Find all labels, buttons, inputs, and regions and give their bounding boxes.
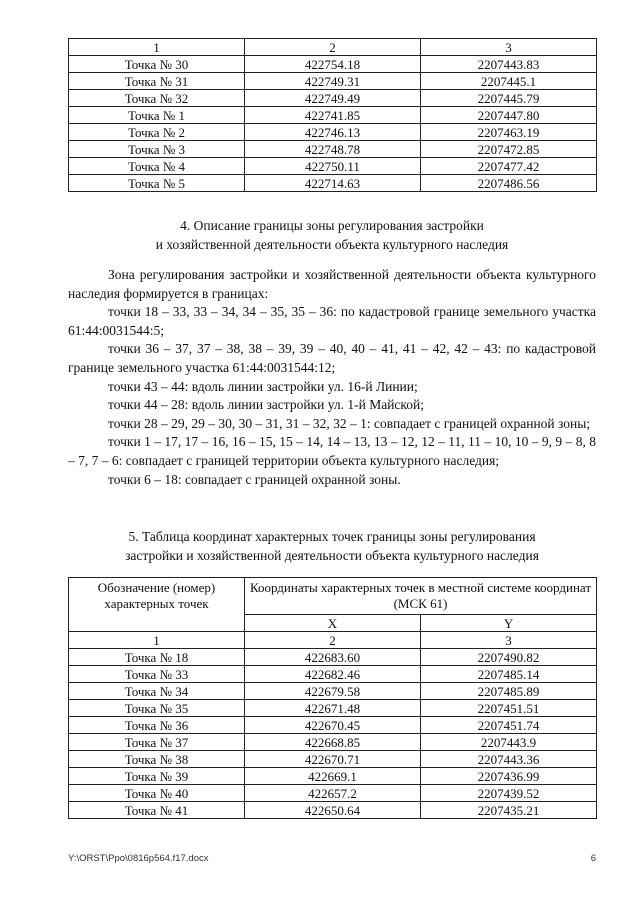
cell-point-name: Точка № 36 [69, 717, 245, 734]
cell-y-coordinate: 2207445.1 [421, 73, 597, 90]
cell-y-coordinate: 2207436.99 [421, 768, 597, 785]
table-row [69, 56, 597, 73]
cell-point-name: Точка № 34 [69, 683, 245, 700]
boundary-paragraph: точки 1 – 17, 17 – 16, 16 – 15, 15 – 14, 14 – 13, 13 – 12, 12 – 11, 11 – 10, 10 – 9, 9 – 8, 8 – 7, 7 – 6: совпадает с границей территории объекта культурного наследия; [68, 434, 596, 468]
table-row [69, 107, 597, 124]
column-header-point-designation: Обозначение (номер) характерных точек [69, 578, 245, 632]
cell-y-coordinate: 2207451.74 [421, 717, 597, 734]
cell-point-name: Точка № 5 [69, 175, 245, 192]
cell-y-coordinate: 2207485.14 [421, 666, 597, 683]
cell-point-name: Точка № 41 [69, 802, 245, 819]
section-5-heading-line-2: застройки и хозяйственной деятельности объекта культурного наследия [125, 548, 539, 563]
cell-point-name: Точка № 4 [69, 158, 245, 175]
cell-point-name: Точка № 38 [69, 751, 245, 768]
coordinates-table-continued-body [69, 39, 597, 192]
cell-y-coordinate: 2207439.52 [421, 785, 597, 802]
cell-x-coordinate: 422749.31 [245, 73, 421, 90]
cell-x-coordinate: 422750.11 [245, 158, 421, 175]
boundary-paragraph: точки 36 – 37, 37 – 38, 38 – 39, 39 – 40, 40 – 41, 41 – 42, 42 – 43: по кадастровой границе земельного участка 61:44:0031544:12; [68, 341, 596, 375]
cell-x-coordinate: 422749.49 [245, 90, 421, 107]
cell-point-name: 1 [69, 632, 245, 649]
cell-x-coordinate: 2 [245, 39, 421, 56]
table-row [69, 175, 597, 192]
zone-coordinates-table-body [69, 632, 597, 819]
cell-point-name: Точка № 39 [69, 768, 245, 785]
cell-x-coordinate: 422748.78 [245, 141, 421, 158]
boundary-paragraph: точки 44 – 28: вдоль линии застройки ул. 1-й Майской; [108, 397, 425, 413]
cell-y-coordinate: 2207486.56 [421, 175, 597, 192]
cell-x-coordinate: 422714.63 [245, 175, 421, 192]
cell-y-coordinate: 2207443.36 [421, 751, 597, 768]
cell-point-name: Точка № 40 [69, 785, 245, 802]
section-4-body [68, 266, 596, 489]
cell-y-coordinate: 2207472.85 [421, 141, 597, 158]
boundary-paragraph: точки 18 – 33, 33 – 34, 34 – 35, 35 – 36: по кадастровой границе земельного участка 61:44:0031544:5; [68, 304, 596, 338]
cell-point-name: Точка № 35 [69, 700, 245, 717]
cell-point-name: Точка № 31 [69, 73, 245, 90]
cell-x-coordinate: 422741.85 [245, 107, 421, 124]
cell-x-coordinate: 422679.58 [245, 683, 421, 700]
cell-y-coordinate: 2207485.89 [421, 683, 597, 700]
column-index-row [69, 39, 597, 56]
cell-y-coordinate: 3 [421, 632, 597, 649]
table-row [69, 158, 597, 175]
cell-point-name: 1 [69, 39, 245, 56]
footer-page-number: 6 [590, 853, 596, 864]
section-4-heading-line-2: и хозяйственной деятельности объекта культурного наследия [155, 237, 509, 252]
table-row [69, 666, 597, 683]
coordinates-table-continued [68, 38, 597, 192]
boundary-paragraph: точки 43 – 44: вдоль линии застройки ул. 16-й Линии; [108, 378, 418, 394]
zone-coordinates-table [68, 577, 597, 819]
cell-x-coordinate: 422669.1 [245, 768, 421, 785]
boundary-paragraph: Зона регулирования застройки и хозяйственной деятельности объекта культурного наследия формируется в границах: [68, 267, 596, 301]
section-5-heading [68, 527, 596, 565]
section-5-heading-line-1: 5. Таблица координат характерных точек границы зоны регулирования [128, 529, 536, 544]
cell-point-name: Точка № 2 [69, 124, 245, 141]
cell-y-coordinate: 2207451.51 [421, 700, 597, 717]
table-row [69, 141, 597, 158]
cell-x-coordinate: 422657.2 [245, 785, 421, 802]
column-header-y: Y [421, 615, 597, 632]
cell-point-name: Точка № 33 [69, 666, 245, 683]
table-row [69, 768, 597, 785]
column-header-coordinates: Координаты характерных точек в местной системе координат (МСК 61) [245, 578, 597, 615]
cell-x-coordinate: 422668.85 [245, 734, 421, 751]
cell-y-coordinate: 2207447.80 [421, 107, 597, 124]
column-header-x: X [245, 615, 421, 632]
cell-y-coordinate: 2207443.83 [421, 56, 597, 73]
cell-x-coordinate: 422650.64 [245, 802, 421, 819]
cell-y-coordinate: 2207490.82 [421, 649, 597, 666]
cell-x-coordinate: 422670.71 [245, 751, 421, 768]
section-4-heading-line-1: 4. Описание границы зоны регулирования застройки [180, 218, 484, 233]
table-row [69, 90, 597, 107]
cell-point-name: Точка № 1 [69, 107, 245, 124]
table-row [69, 683, 597, 700]
table-row [69, 649, 597, 666]
cell-y-coordinate: 3 [421, 39, 597, 56]
cell-x-coordinate: 2 [245, 632, 421, 649]
cell-x-coordinate: 422683.60 [245, 649, 421, 666]
section-4-heading [68, 216, 596, 254]
cell-y-coordinate: 2207445.79 [421, 90, 597, 107]
table-row [69, 700, 597, 717]
boundary-paragraph: точки 28 – 29, 29 – 30, 30 – 31, 31 – 32, 32 – 1: совпадает с границей охранной зоны; [108, 415, 591, 431]
cell-x-coordinate: 422670.45 [245, 717, 421, 734]
cell-y-coordinate: 2207435.21 [421, 802, 597, 819]
column-index-row [69, 632, 597, 649]
cell-x-coordinate: 422746.13 [245, 124, 421, 141]
cell-y-coordinate: 2207463.19 [421, 124, 597, 141]
cell-point-name: Точка № 37 [69, 734, 245, 751]
cell-x-coordinate: 422754.18 [245, 56, 421, 73]
table-row [69, 717, 597, 734]
cell-x-coordinate: 422671.48 [245, 700, 421, 717]
cell-point-name: Точка № 30 [69, 56, 245, 73]
table-row [69, 734, 597, 751]
cell-y-coordinate: 2207477.42 [421, 158, 597, 175]
boundary-paragraph: точки 6 – 18: совпадает с границей охранной зоны. [108, 471, 401, 487]
table-row [69, 785, 597, 802]
table-row [69, 802, 597, 819]
cell-y-coordinate: 2207443.9 [421, 734, 597, 751]
table-row [69, 124, 597, 141]
footer-file-path: Y:\ORST\Ppo\0816p564.f17.docx [68, 853, 209, 864]
cell-point-name: Точка № 32 [69, 90, 245, 107]
cell-x-coordinate: 422682.46 [245, 666, 421, 683]
cell-point-name: Точка № 18 [69, 649, 245, 666]
table-row [69, 751, 597, 768]
cell-point-name: Точка № 3 [69, 141, 245, 158]
table-row [69, 73, 597, 90]
